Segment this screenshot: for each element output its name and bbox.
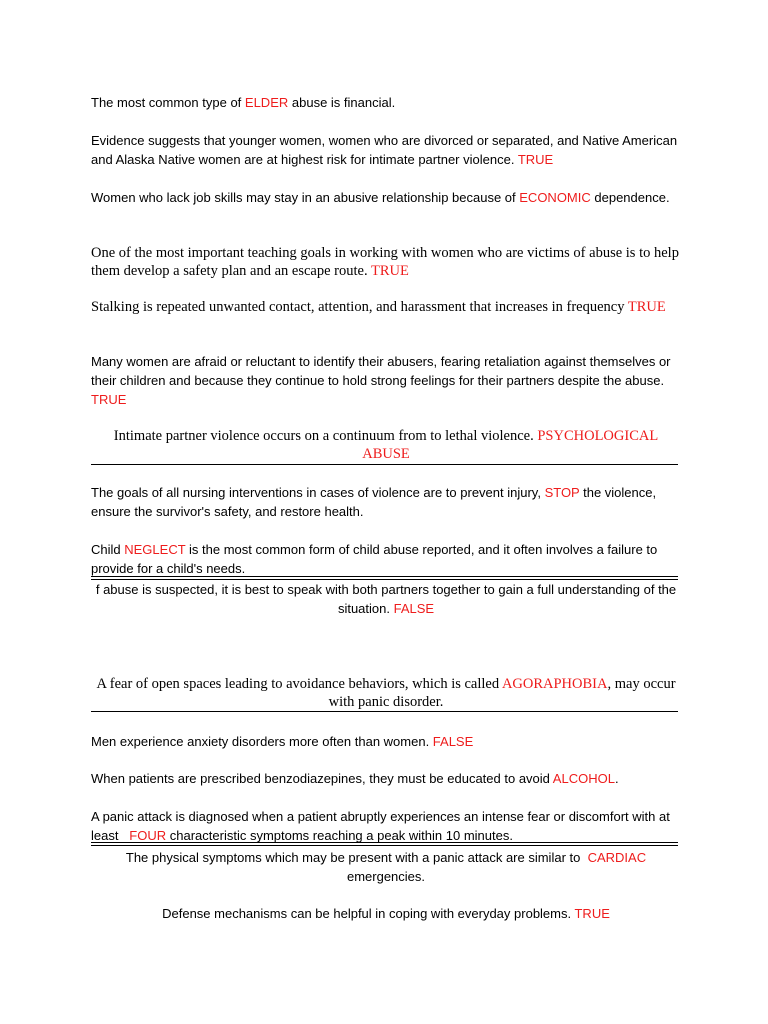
divider bbox=[91, 711, 678, 712]
question-agoraphobia bbox=[91, 675, 681, 711]
question-text-end: the violence, ensure the survivor's safety, and restore health. bbox=[91, 485, 657, 519]
answer-text: ALCOHOL bbox=[552, 771, 615, 786]
question-text-end: dependence. bbox=[590, 190, 670, 205]
question-text: Many women are afraid or reluctant to identify their abusers, fearing retaliation against themselves or their children and because they continue to hold strong feelings for their partners despite the abuse. bbox=[91, 354, 671, 388]
answer-text: PSYCHOLOGICAL ABUSE bbox=[362, 428, 659, 462]
question-text: A panic attack is diagnosed when a patient abruptly experiences an intense fear or discomfort with at least bbox=[91, 809, 674, 843]
answer-text: FALSE bbox=[432, 734, 474, 749]
answer-text: TRUE bbox=[627, 299, 666, 315]
answer-text: ELDER bbox=[244, 95, 289, 110]
question-text: Defense mechanisms can be helpful in coping with everyday problems. bbox=[162, 906, 575, 921]
answer-text: CARDIAC bbox=[587, 850, 647, 865]
question-speak-partners bbox=[91, 580, 681, 618]
answer-text: AGORAPHOBIA bbox=[501, 676, 608, 692]
question-anxiety-gender bbox=[91, 732, 681, 751]
question-text: A fear of open spaces leading to avoidance behaviors, which is called bbox=[96, 676, 502, 692]
question-nursing-goals bbox=[91, 483, 681, 521]
question-stalking bbox=[91, 298, 681, 316]
answer-text: FOUR bbox=[129, 828, 167, 843]
question-text: Evidence suggests that younger women, women who are divorced or separated, and Native American and Alaska Native women are at highest risk for intimate partner violence. bbox=[91, 133, 678, 167]
question-text-end: is the most common form of child abuse reported, and it often involves a failure to provide for a child's needs. bbox=[91, 542, 658, 576]
question-text: Stalking is repeated unwanted contact, attention, and harassment that increases in frequency bbox=[91, 299, 628, 315]
question-elder-abuse bbox=[91, 93, 681, 112]
question-text-end: , may occur with panic disorder. bbox=[328, 676, 676, 710]
divider bbox=[91, 464, 678, 465]
question-text: Men experience anxiety disorders more often than women. bbox=[91, 734, 433, 749]
answer-text: ECONOMIC bbox=[519, 190, 591, 205]
question-defense-mechanisms bbox=[91, 904, 681, 923]
question-text-end: abuse is financial. bbox=[288, 95, 396, 110]
question-text-end: emergencies. bbox=[346, 850, 650, 884]
question-cardiac bbox=[91, 848, 681, 886]
question-text: The physical symptoms which may be present with a panic attack are similar to bbox=[125, 850, 588, 865]
question-panic-attack bbox=[91, 807, 681, 845]
question-text: f abuse is suspected, it is best to speak with both partners together to gain a full understanding of the situation. bbox=[95, 582, 677, 616]
question-text: The most common type of bbox=[91, 95, 245, 110]
question-child-neglect bbox=[91, 540, 681, 578]
question-text: Women who lack job skills may stay in an abusive relationship because of bbox=[91, 190, 520, 205]
answer-text: TRUE bbox=[370, 263, 409, 279]
question-economic-dependence bbox=[91, 188, 681, 207]
question-ipv-risk bbox=[91, 131, 681, 169]
question-safety-plan bbox=[91, 244, 681, 280]
question-text: The goals of all nursing interventions in cases of violence are to prevent injury, bbox=[91, 485, 545, 500]
answer-text: TRUE bbox=[91, 392, 127, 407]
answer-text: FALSE bbox=[393, 601, 435, 616]
question-benzodiazepines bbox=[91, 769, 681, 788]
double-divider bbox=[91, 842, 678, 846]
question-text: When patients are prescribed benzodiazepines, they must be educated to avoid bbox=[91, 771, 553, 786]
answer-text: TRUE bbox=[517, 152, 554, 167]
question-text: One of the most important teaching goals in working with women who are victims of abuse is to help them develop a safety plan and an escape route. bbox=[91, 245, 679, 279]
answer-text: STOP bbox=[544, 485, 580, 500]
question-text: Child bbox=[91, 542, 125, 557]
question-text-end: characteristic symptoms reaching a peak within 10 minutes. bbox=[166, 828, 513, 843]
question-ipv-continuum bbox=[91, 427, 681, 463]
question-identify-abusers bbox=[91, 352, 681, 409]
answer-text: TRUE bbox=[574, 906, 610, 921]
question-text-end: . bbox=[614, 771, 619, 786]
question-text: Intimate partner violence occurs on a continuum from to lethal violence. bbox=[113, 428, 538, 444]
answer-text: NEGLECT bbox=[124, 542, 186, 557]
